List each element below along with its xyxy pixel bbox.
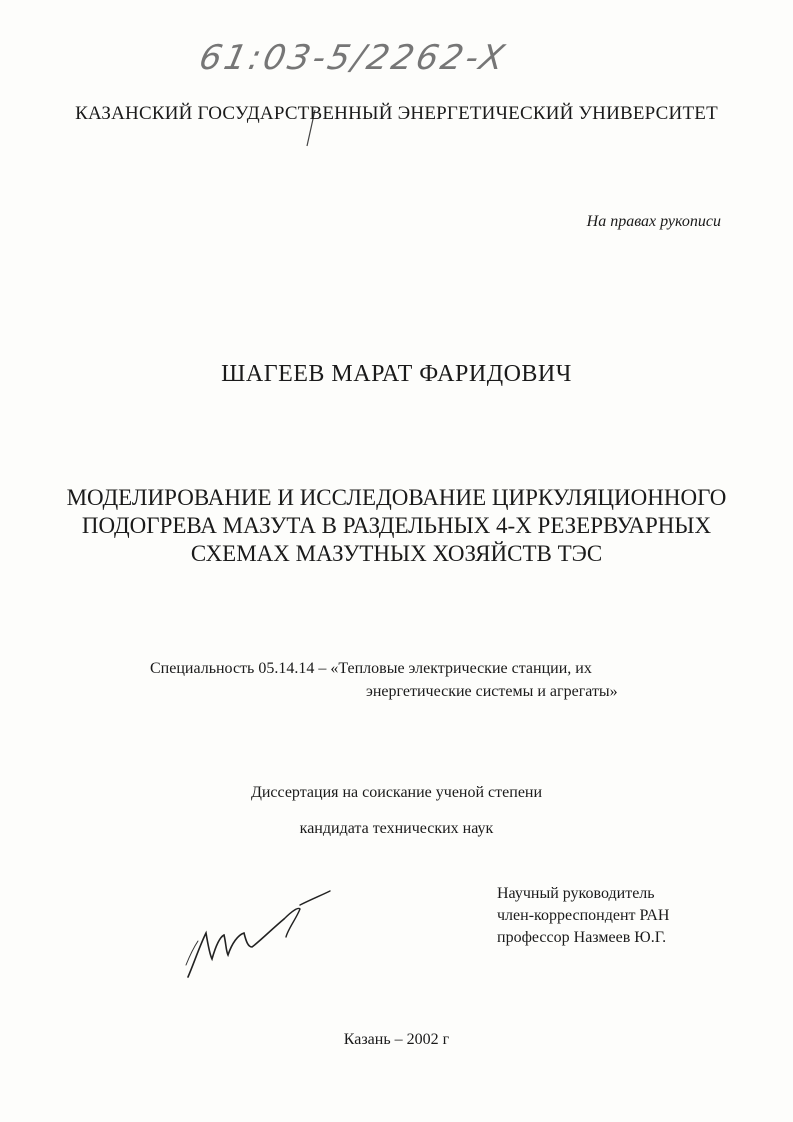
rights-notice: На правах рукописи bbox=[586, 213, 721, 230]
degree-line-2: кандидата технических наук bbox=[299, 820, 494, 837]
supervisor-role: Научный руководитель bbox=[497, 885, 655, 902]
signature bbox=[180, 885, 340, 985]
author-name: ШАГЕЕВ МАРАТ ФАРИДОВИЧ bbox=[221, 361, 572, 387]
archive-mark: 61:03-5/2262-X bbox=[195, 38, 511, 78]
specialty-line-1: Специальность 05.14.14 – «Тепловые электрические станции, их bbox=[150, 660, 592, 677]
specialty-line-2: энергетические системы и агрегаты» bbox=[366, 683, 618, 700]
scientific-supervisor bbox=[497, 883, 669, 949]
title-line: СХЕМАХ МАЗУТНЫХ ХОЗЯЙСТВ ТЭС bbox=[190, 541, 603, 566]
degree-statement bbox=[0, 779, 793, 845]
supervisor-position: член-корреспондент РАН bbox=[497, 907, 670, 924]
specialty bbox=[150, 657, 710, 703]
dissertation-title bbox=[0, 484, 793, 568]
degree-line-1: Диссертация на соискание ученой степени bbox=[250, 784, 543, 801]
university-name: КАЗАНСКИЙ ГОСУДАРСТВЕННЫЙ ЭНЕРГЕТИЧЕСКИЙ УНИВЕРСИТЕТ bbox=[75, 103, 718, 124]
supervisor-name: профессор Назмеев Ю.Г. bbox=[497, 929, 667, 946]
title-line: ПОДОГРЕВА МАЗУТА В РАЗДЕЛЬНЫХ 4-Х РЕЗЕРВУАРНЫХ bbox=[81, 513, 712, 538]
title-line: МОДЕЛИРОВАНИЕ И ИССЛЕДОВАНИЕ ЦИРКУЛЯЦИОННОГО bbox=[66, 485, 727, 510]
city-year: Казань – 2002 г bbox=[343, 1031, 450, 1048]
